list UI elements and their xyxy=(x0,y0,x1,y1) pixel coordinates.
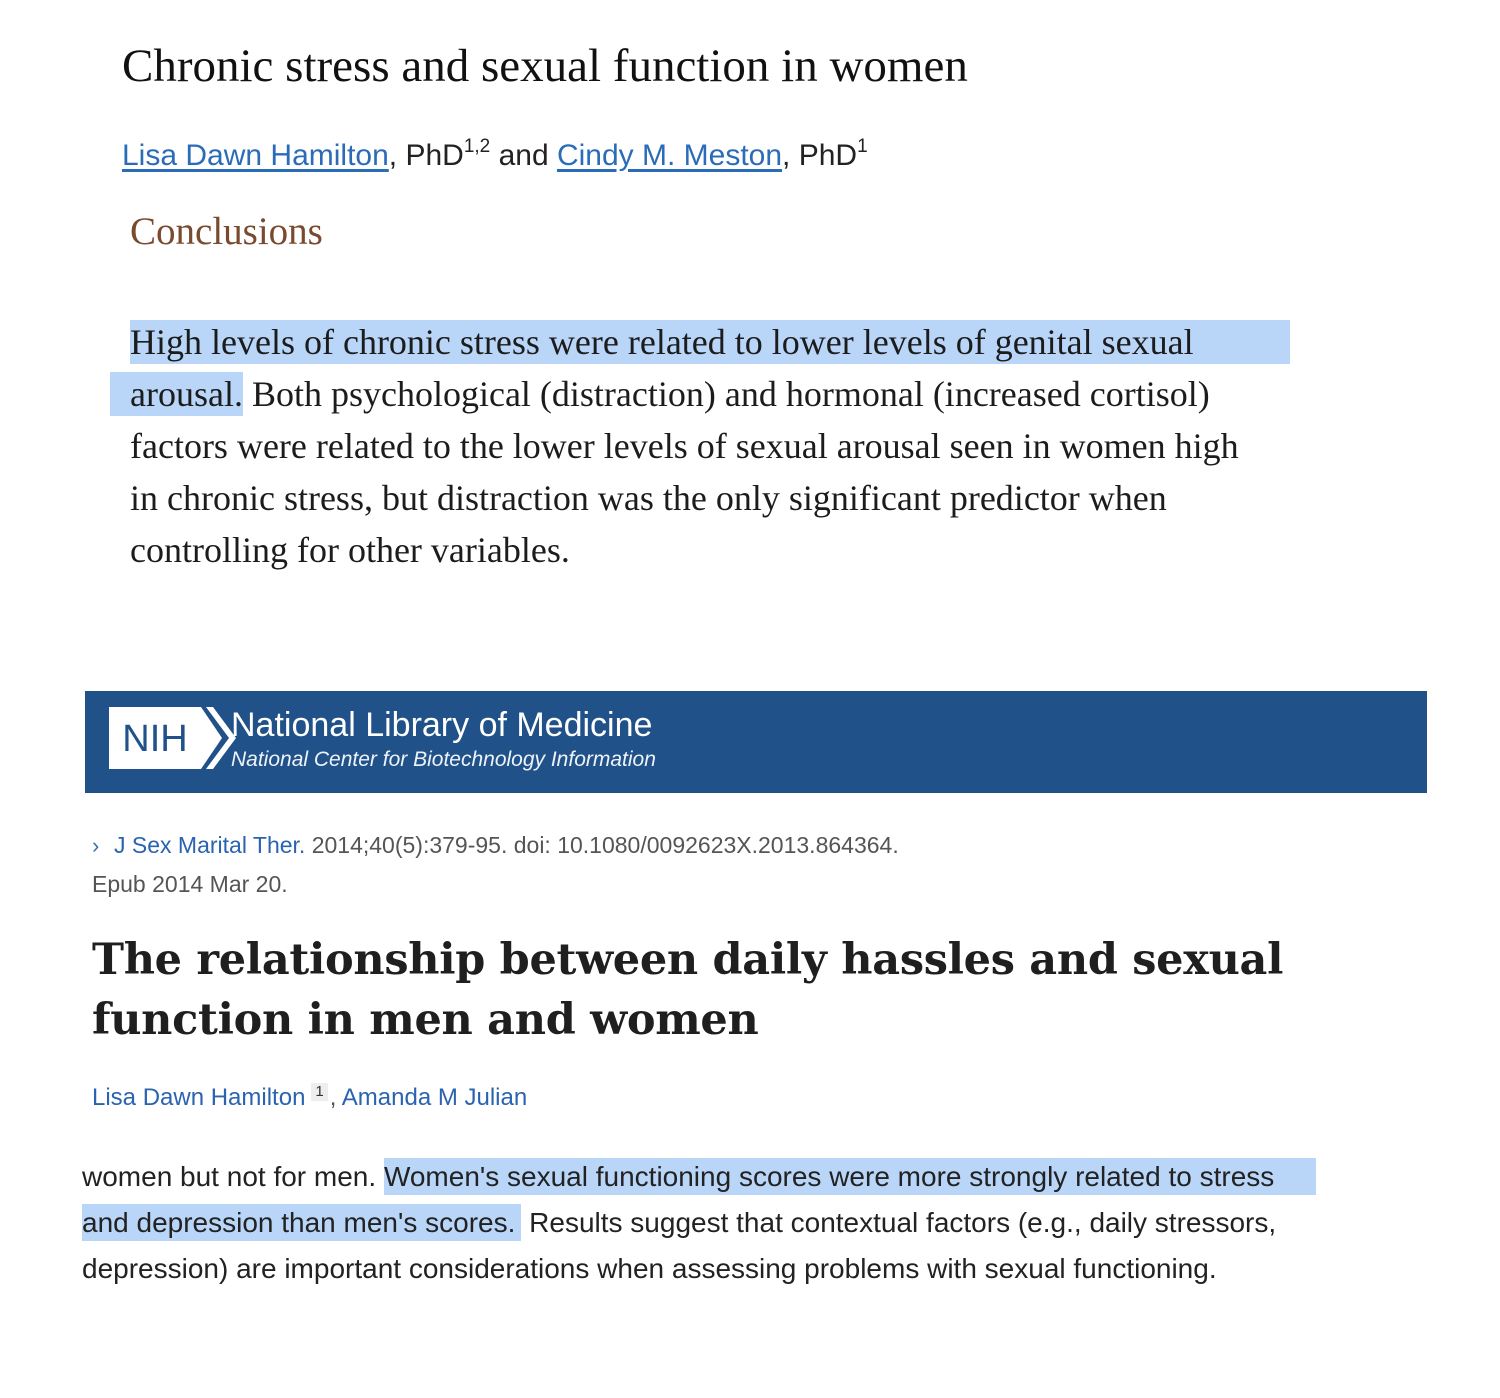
paper1-author-link-meston[interactable]: Cindy M. Meston xyxy=(556,139,783,172)
paper1-author1-degree: , PhD xyxy=(388,139,464,172)
paper2-title: The relationship between daily hassles and sexual function in men and women xyxy=(92,935,1284,1045)
paper1-text-segment: Both psychological (distraction) and hormonal (increased cortisol) xyxy=(242,374,1210,414)
paper1-author2-affiliation: 1 xyxy=(857,136,868,157)
citation-line xyxy=(92,826,899,865)
journal-link[interactable]: J Sex Marital Ther. xyxy=(114,832,306,858)
citation-details: 2014;40(5):379-95. doi: 10.1080/0092623X.2013.864364. xyxy=(305,832,899,858)
selected-text-highlight[interactable]: and depression than men's scores. xyxy=(82,1204,521,1241)
paper2-abstract-text xyxy=(82,1154,1442,1292)
paper2-text-line xyxy=(82,1200,1442,1246)
paper1-author-conjunction: and xyxy=(490,139,557,172)
nih-subtitle: National Center for Biotechnology Information xyxy=(231,748,656,771)
paper1-author2-degree: , PhD xyxy=(782,139,858,172)
epub-date: Epub 2014 Mar 20. xyxy=(92,871,288,897)
paper1-conclusions-text xyxy=(130,316,1400,576)
paper2-author1-affiliation[interactable]: 1 xyxy=(311,1083,327,1101)
paper2-text-line: depression) are important considerations when assessing problems with sexual functioning. xyxy=(82,1253,1217,1284)
selected-text-highlight[interactable]: Women's sexual functioning scores were more strongly related to stress xyxy=(384,1158,1316,1195)
paper2-author-link-hamilton[interactable]: Lisa Dawn Hamilton xyxy=(92,1084,306,1111)
paper1-text-line xyxy=(130,316,1400,368)
nih-logo-text: NIH xyxy=(122,718,188,760)
paper2-text-segment: women but not for men. xyxy=(82,1161,384,1192)
paper1-author-link-hamilton[interactable]: Lisa Dawn Hamilton xyxy=(122,139,389,172)
paper2-text-segment: Results suggest that contextual factors (e.g., daily stressors, xyxy=(521,1207,1277,1238)
selected-text-highlight[interactable]: arousal. xyxy=(110,372,243,416)
selected-text-highlight[interactable]: High levels of chronic stress were related to lower levels of genital sexual xyxy=(130,320,1290,364)
paper2-author-separator: , xyxy=(329,1084,342,1111)
citation-block xyxy=(92,826,899,903)
paper2-author-link-julian[interactable]: Amanda M Julian xyxy=(341,1084,528,1111)
nih-header-banner xyxy=(85,691,1427,793)
nih-brand[interactable] xyxy=(231,703,656,773)
paper2-text-line xyxy=(82,1154,1442,1200)
paper1-section-heading: Conclusions xyxy=(130,210,323,253)
paper1-text-line: controlling for other variables. xyxy=(130,530,570,570)
nih-title: National Library of Medicine xyxy=(231,706,653,744)
chevron-right-icon[interactable]: › xyxy=(92,833,100,858)
paper2-authors xyxy=(92,1080,527,1116)
paper1-author1-affiliation: 1,2 xyxy=(463,136,491,157)
paper1-text-line: in chronic stress, but distraction was the only significant predictor when xyxy=(130,478,1167,518)
paper1-title: Chronic stress and sexual function in women xyxy=(122,40,968,92)
paper1-text-line: factors were related to the lower levels of sexual arousal seen in women high xyxy=(130,426,1239,466)
paper1-text-line xyxy=(130,368,1400,420)
paper1-authors xyxy=(122,134,868,178)
